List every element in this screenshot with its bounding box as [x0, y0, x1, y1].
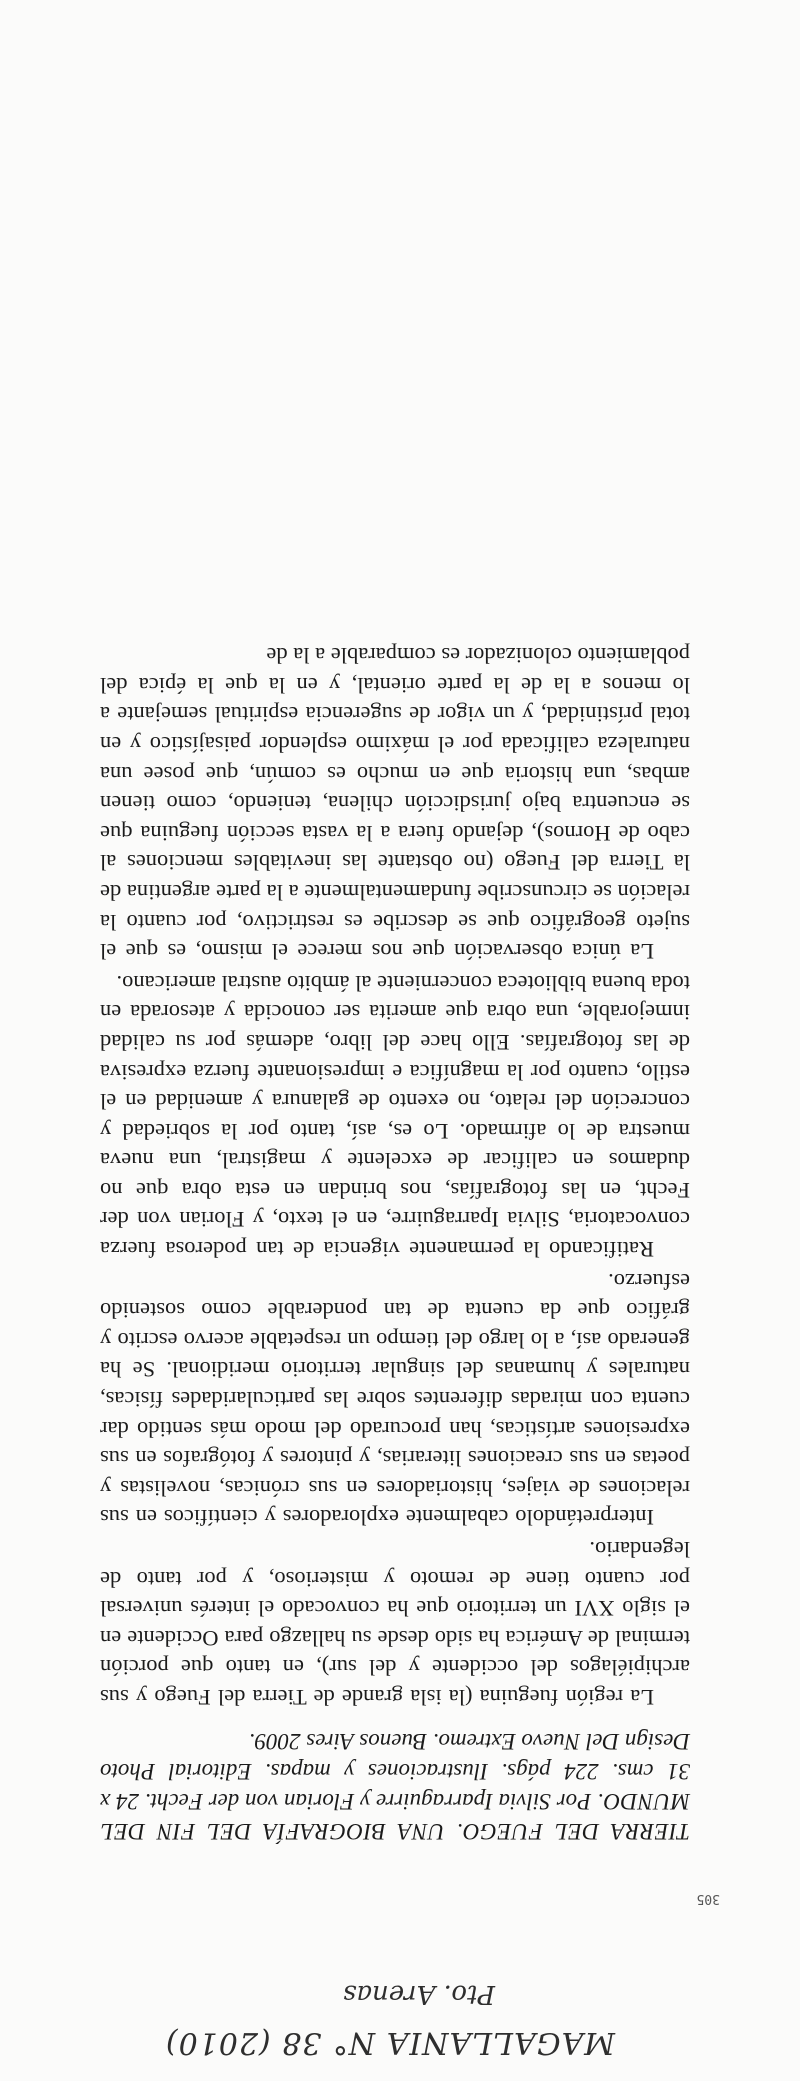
- page-number: 305: [696, 1891, 720, 1906]
- book-review: [100, 639, 690, 1846]
- handwritten-journal-reference: MAGALLANIA N° 38 (2010): [164, 2025, 615, 2060]
- handwritten-annotation: [95, 1971, 615, 2061]
- book-citation: Por Silvia Iparraguirre y Florian von der Fecht. 24 x 31 cms. 224 págs. Ilustraciones y mapas. Editorial Photo Design Del Nuevo Extremo. Buenos Aires 2009.: [100, 1729, 690, 1814]
- review-paragraph: La región fueguina (la isla grande de Tierra del Fuego y sus archipiélagos del occidente y del sur), en tanto que porción terminal de América ha sido desde su hallazgo para Occidente en el siglo XVI un territorio que ha convocado el interés universal por cuanto tiene de remoto y misterioso, y por tanto de legendario.: [100, 1537, 690, 1710]
- review-paragraph: Interpretándolo cabalmente exploradores y científicos en sus relaciones de viajes, historiadores en sus crónicas, novelistas y poetas en sus creaciones literarias, y pintores y fotógrafos en sus expresiones artísticas, han procurado del modo más sentido dar cuenta con miradas diferentes sobre las particularidades físicas, naturales y humanas del singular territorio meridional. Se ha generado así, a lo largo del tiempo un respetable acervo escrito y gráfico que da cuenta de tan ponderable como sostenido esfuerzo.: [100, 1268, 690, 1531]
- review-heading: [100, 1726, 690, 1846]
- review-paragraph: Ratificando la permanente vigencia de tan poderosa fuerza convocatoria, Silvia Iparraguirre, en el texto, y Florian von der Fecht, en las fotografías, nos brindan en esta obra que no dudamos en calificar de excelente y magistral, una nueva muestra de lo afirmado. Lo es, así, tanto por la sobriedad y concreción del relato, no exento de galanura y amenidad en el estilo, cuanto por la magnífica e impresionante fuerza expresiva de las fotografías. Ello hace del libro, además por su calidad inmejorable, una obra que amerita ser conocida y atesorada en toda buena biblioteca concerniente al ámbito austral americano.: [100, 970, 690, 1263]
- review-paragraph: La única observación que nos merece el mismo, es que el sujeto geográfico que se describe es restrictivo, por cuanto la relación se circunscribe fundamentalmente a la parte argentina de la Tierra del Fuego (no obstante las inevitables menciones al cabo de Hornos), dejando fuera a la vasta sección fueguina que se encuentra bajo jurisdicción chilena, teniendo, como tienen ambas, una historia que en mucho es común, que posee una naturaleza calificada por el máximo esplendor paisajístico y en total prístinidad, y un vigor de sugerencia espiritual semejante a lo menos a la de la parte oriental, y en la que la épica del poblamiento colonizador es comparable a la de: [100, 643, 690, 965]
- handwritten-place: Pto. Arenas: [343, 1979, 495, 2009]
- book-title: TIERRA DEL FUEGO. UNA BIOGRAFÍA DEL FIN DEL MUNDO.: [100, 1789, 690, 1844]
